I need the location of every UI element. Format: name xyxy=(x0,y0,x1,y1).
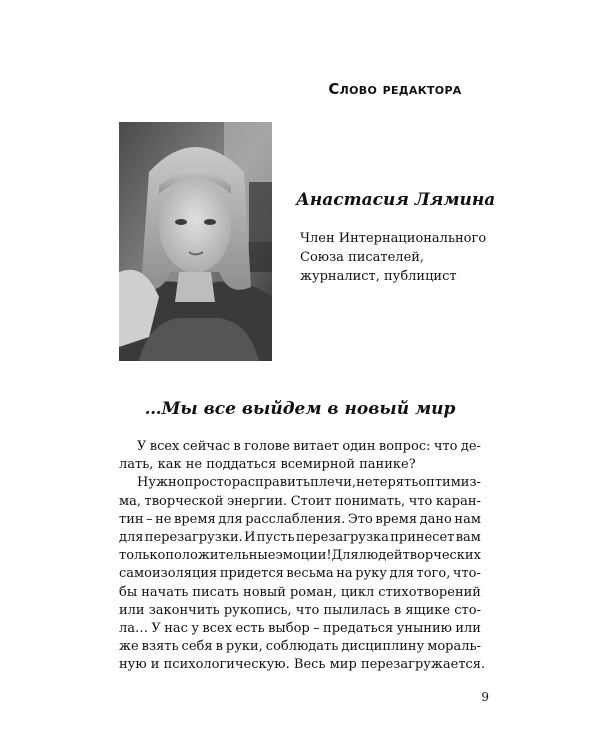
article-line: же взять себя в руки, соблюдать дисциплину мораль- xyxy=(119,639,481,655)
article-line: ла… У нас у всех есть выбор – предаться унынию или xyxy=(119,621,481,637)
page-number: 9 xyxy=(481,690,489,704)
article-line: лать, как не поддаться всемирной панике? xyxy=(119,457,416,473)
author-photo xyxy=(119,122,272,361)
article-body xyxy=(119,438,486,675)
article-line: Нужно просто расправить плечи, не терять оптимиз- xyxy=(137,475,481,491)
article-line: для перезагрузки. И пусть перезагрузка принесет вам xyxy=(119,530,481,546)
article-line: ма, творческой энергии. Стоит понимать, что каран- xyxy=(119,493,481,509)
article-line: самоизоляция придется весьма на руку для того, что- xyxy=(119,566,481,582)
author-role-line: Союза писателей, xyxy=(300,250,425,265)
author-role xyxy=(300,229,530,286)
author-role-line: журналист, публицист xyxy=(300,269,457,284)
section-title: Слово редактора xyxy=(328,80,462,98)
article-line: бы начать писать новый роман, цикл стихотворений xyxy=(119,584,481,600)
article-line: У всех сейчас в голове витает один вопрос: что де- xyxy=(137,439,481,454)
author-role-line: Член Интернационального xyxy=(300,231,487,246)
article-line: или закончить рукопись, что пылилась в ящике сто- xyxy=(119,602,481,618)
article-line: ную и психологическую. Весь мир перезагружается. xyxy=(119,657,486,673)
article-line: тин – не время для расслабления. Это время дано нам xyxy=(119,511,481,527)
article-title: …Мы все выйдем в новый мир xyxy=(144,399,456,419)
author-name: Анастасия Лямина xyxy=(296,190,496,210)
article-line: только положительные эмоции! Для людей творческих xyxy=(119,548,481,564)
